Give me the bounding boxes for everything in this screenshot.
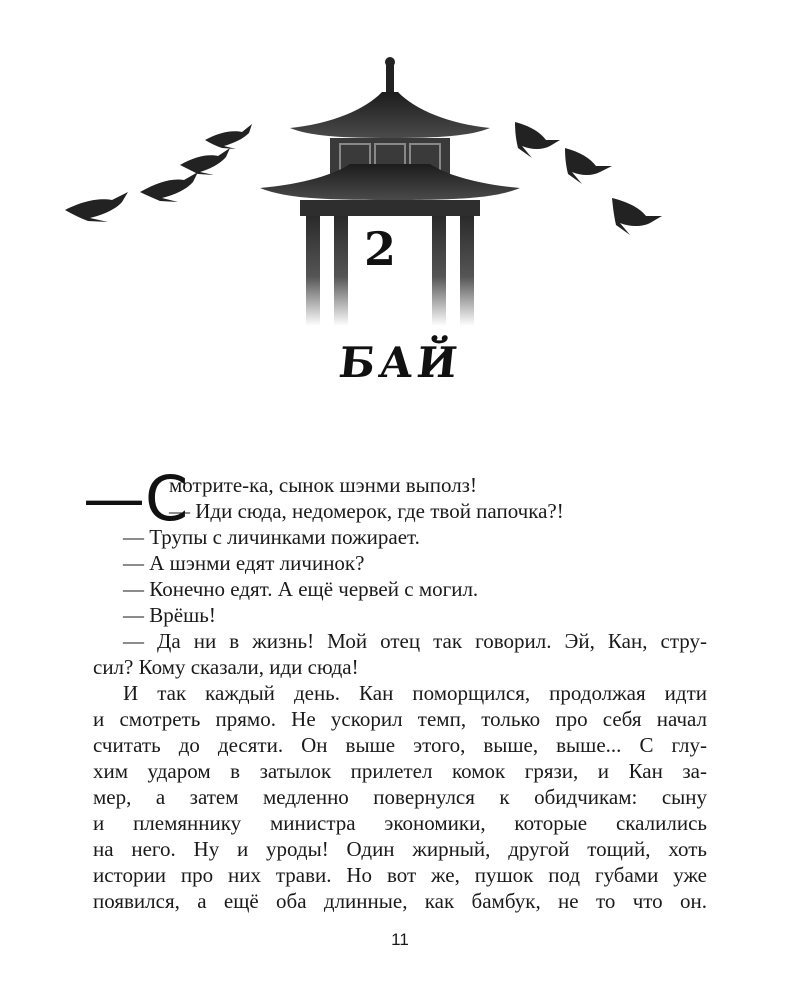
swallow-bird-icon (515, 122, 560, 158)
text-line: — Конечно едят. А ещё червей с могил. (123, 577, 479, 601)
swallow-bird-icon (180, 148, 230, 175)
swallow-bird-icon (205, 124, 252, 149)
text-line: истории про них трави. Но вот же, пушок под губами уже (93, 863, 707, 887)
text-line: и племяннику министра экономики, которые скалились (93, 811, 707, 835)
text-line: хим ударом в затылок прилетел комок грязи, и Кан за- (93, 759, 707, 783)
text-line: — А шэнми едят личинок? (123, 551, 365, 575)
text-line: — Иди сюда, недомерок, где твой папочка?! (169, 499, 564, 523)
swallow-bird-icon (65, 192, 128, 222)
text-line: — Трупы с личинками пожирает. (123, 525, 420, 549)
text-line: считать до десяти. Он выше этого, выше, выше... С глу- (93, 733, 707, 757)
page-number: 11 (391, 930, 409, 949)
text-line: и смотреть прямо. Не ускорил темп, только про себя начал (93, 707, 707, 731)
swallow-bird-icon (565, 148, 612, 184)
text-line: мер, а затем медленно повернулся к обидчикам: сыну (93, 785, 707, 809)
text-line: на него. Ну и уроды! Один жирный, другой тощий, хоть (93, 837, 707, 861)
text-line: — Врёшь! (123, 603, 216, 627)
pagoda-icon (260, 57, 520, 326)
text-line: появился, а ещё оба длинные, как бамбук, не то что он. (93, 889, 707, 913)
chapter-title: БАЙ (336, 338, 464, 387)
drop-cap: —С (83, 462, 189, 535)
body-text (83, 462, 707, 914)
swallow-bird-icon (140, 172, 198, 202)
text-line: — Да ни в жизнь! Мой отец так говорил. Эй, Кан, стру- (123, 629, 707, 653)
swallow-bird-icon (612, 198, 662, 235)
text-line: И так каждый день. Кан поморщился, продолжая идти (123, 681, 707, 705)
pagoda-header-illustration (0, 40, 800, 330)
text-line: сил? Кому сказали, иди сюда! (93, 655, 359, 679)
chapter-number: 2 (363, 222, 396, 276)
text-line: —С мотрите-ка, сынок шэнми выполз! (83, 462, 477, 535)
